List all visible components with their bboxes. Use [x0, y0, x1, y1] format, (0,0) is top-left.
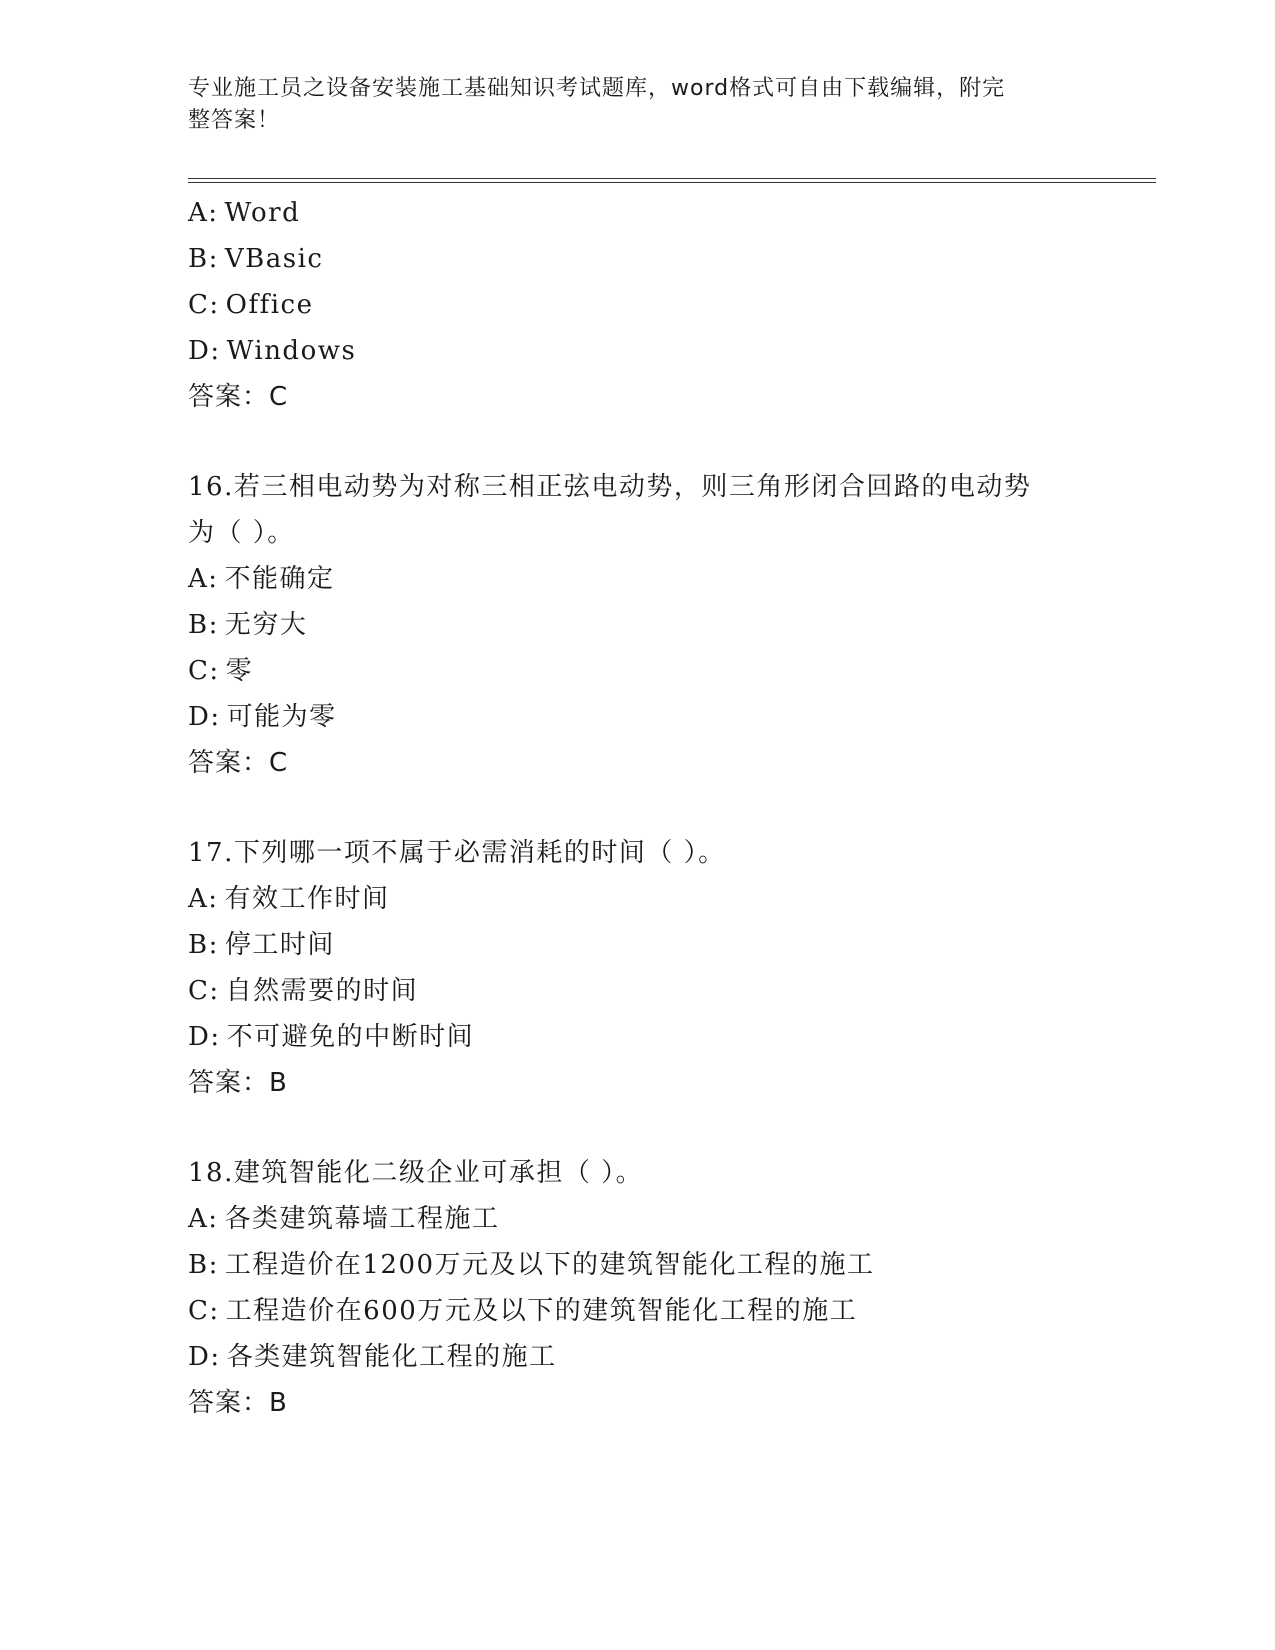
- option-a: [188, 876, 1148, 922]
- question-stem: 16.若三相电动势为对称三相正弦电动势，则三角形闭合回路的电动势: [188, 472, 1032, 502]
- previous-question-block: [188, 190, 1148, 420]
- option-text: 停工时间: [224, 930, 335, 960]
- option-text: 不能确定: [224, 564, 335, 594]
- option-a: [188, 1196, 1148, 1242]
- option-text: 工程造价在1200万元及以下的建筑智能化工程的施工: [224, 1250, 875, 1280]
- option-label: C:: [188, 1296, 220, 1326]
- option-c: [188, 1288, 1148, 1334]
- option-label: A:: [188, 564, 219, 594]
- block-spacer: [188, 420, 1148, 464]
- option-text: 无穷大: [224, 610, 308, 640]
- option-label: B:: [188, 1250, 219, 1280]
- option-d: [188, 694, 1148, 740]
- option-text: VBasic: [224, 244, 324, 274]
- header-line-2: 整答案！: [188, 108, 281, 133]
- option-label: A:: [188, 1204, 219, 1234]
- option-label: C:: [188, 656, 220, 686]
- option-text: 可能为零: [226, 702, 337, 732]
- option-label: B:: [188, 930, 219, 960]
- option-text: 各类建筑幕墙工程施工: [224, 1204, 500, 1234]
- option-text: 各类建筑智能化工程的施工: [226, 1342, 557, 1372]
- answer-line: 答案：B: [188, 1388, 288, 1418]
- option-b: [188, 1242, 1148, 1288]
- option-label: C:: [188, 290, 220, 320]
- question-stem: 17.下列哪一项不属于必需消耗的时间（ ）。: [188, 838, 726, 868]
- option-a: [188, 556, 1148, 602]
- option-c: [188, 648, 1148, 694]
- option-d: [188, 1014, 1148, 1060]
- option-label: A:: [188, 884, 219, 914]
- option-d: [188, 1334, 1148, 1380]
- answer-line: 答案：C: [188, 748, 289, 778]
- question-18: [188, 1150, 1148, 1426]
- option-text: 工程造价在600万元及以下的建筑智能化工程的施工: [225, 1296, 858, 1326]
- answer-line: 答案：C: [188, 382, 289, 412]
- question-stem-continued: 为（ ）。: [188, 518, 295, 548]
- option-text: 不可避免的中断时间: [226, 1022, 475, 1052]
- option-c: [188, 282, 1148, 328]
- option-text: Word: [224, 198, 301, 228]
- option-label: D:: [188, 1342, 221, 1372]
- block-spacer: [188, 1106, 1148, 1150]
- option-label: B:: [188, 610, 219, 640]
- option-text: 有效工作时间: [224, 884, 390, 914]
- option-b: [188, 236, 1148, 282]
- question-17: [188, 830, 1148, 1106]
- option-label: C:: [188, 976, 220, 1006]
- option-d: [188, 328, 1148, 374]
- question-content: [188, 190, 1148, 1426]
- block-spacer: [188, 786, 1148, 830]
- option-label: B:: [188, 244, 219, 274]
- question-stem: 18.建筑智能化二级企业可承担（ ）。: [188, 1158, 644, 1188]
- header-divider-top: [188, 178, 1156, 179]
- document-header-note: [188, 73, 1068, 137]
- option-b: [188, 602, 1148, 648]
- header-line-1: 专业施工员之设备安装施工基础知识考试题库，word格式可自由下载编辑，附完: [188, 76, 1006, 101]
- option-text: Windows: [226, 336, 357, 366]
- option-a: [188, 190, 1148, 236]
- option-text: 零: [225, 656, 254, 686]
- option-c: [188, 968, 1148, 1014]
- option-text: Office: [225, 290, 314, 320]
- header-divider-bottom: [188, 182, 1156, 183]
- question-16: [188, 464, 1148, 786]
- answer-line: 答案：B: [188, 1068, 288, 1098]
- option-label: A:: [188, 198, 219, 228]
- option-b: [188, 922, 1148, 968]
- option-label: D:: [188, 336, 221, 366]
- option-label: D:: [188, 702, 221, 732]
- option-label: D:: [188, 1022, 221, 1052]
- option-text: 自然需要的时间: [225, 976, 419, 1006]
